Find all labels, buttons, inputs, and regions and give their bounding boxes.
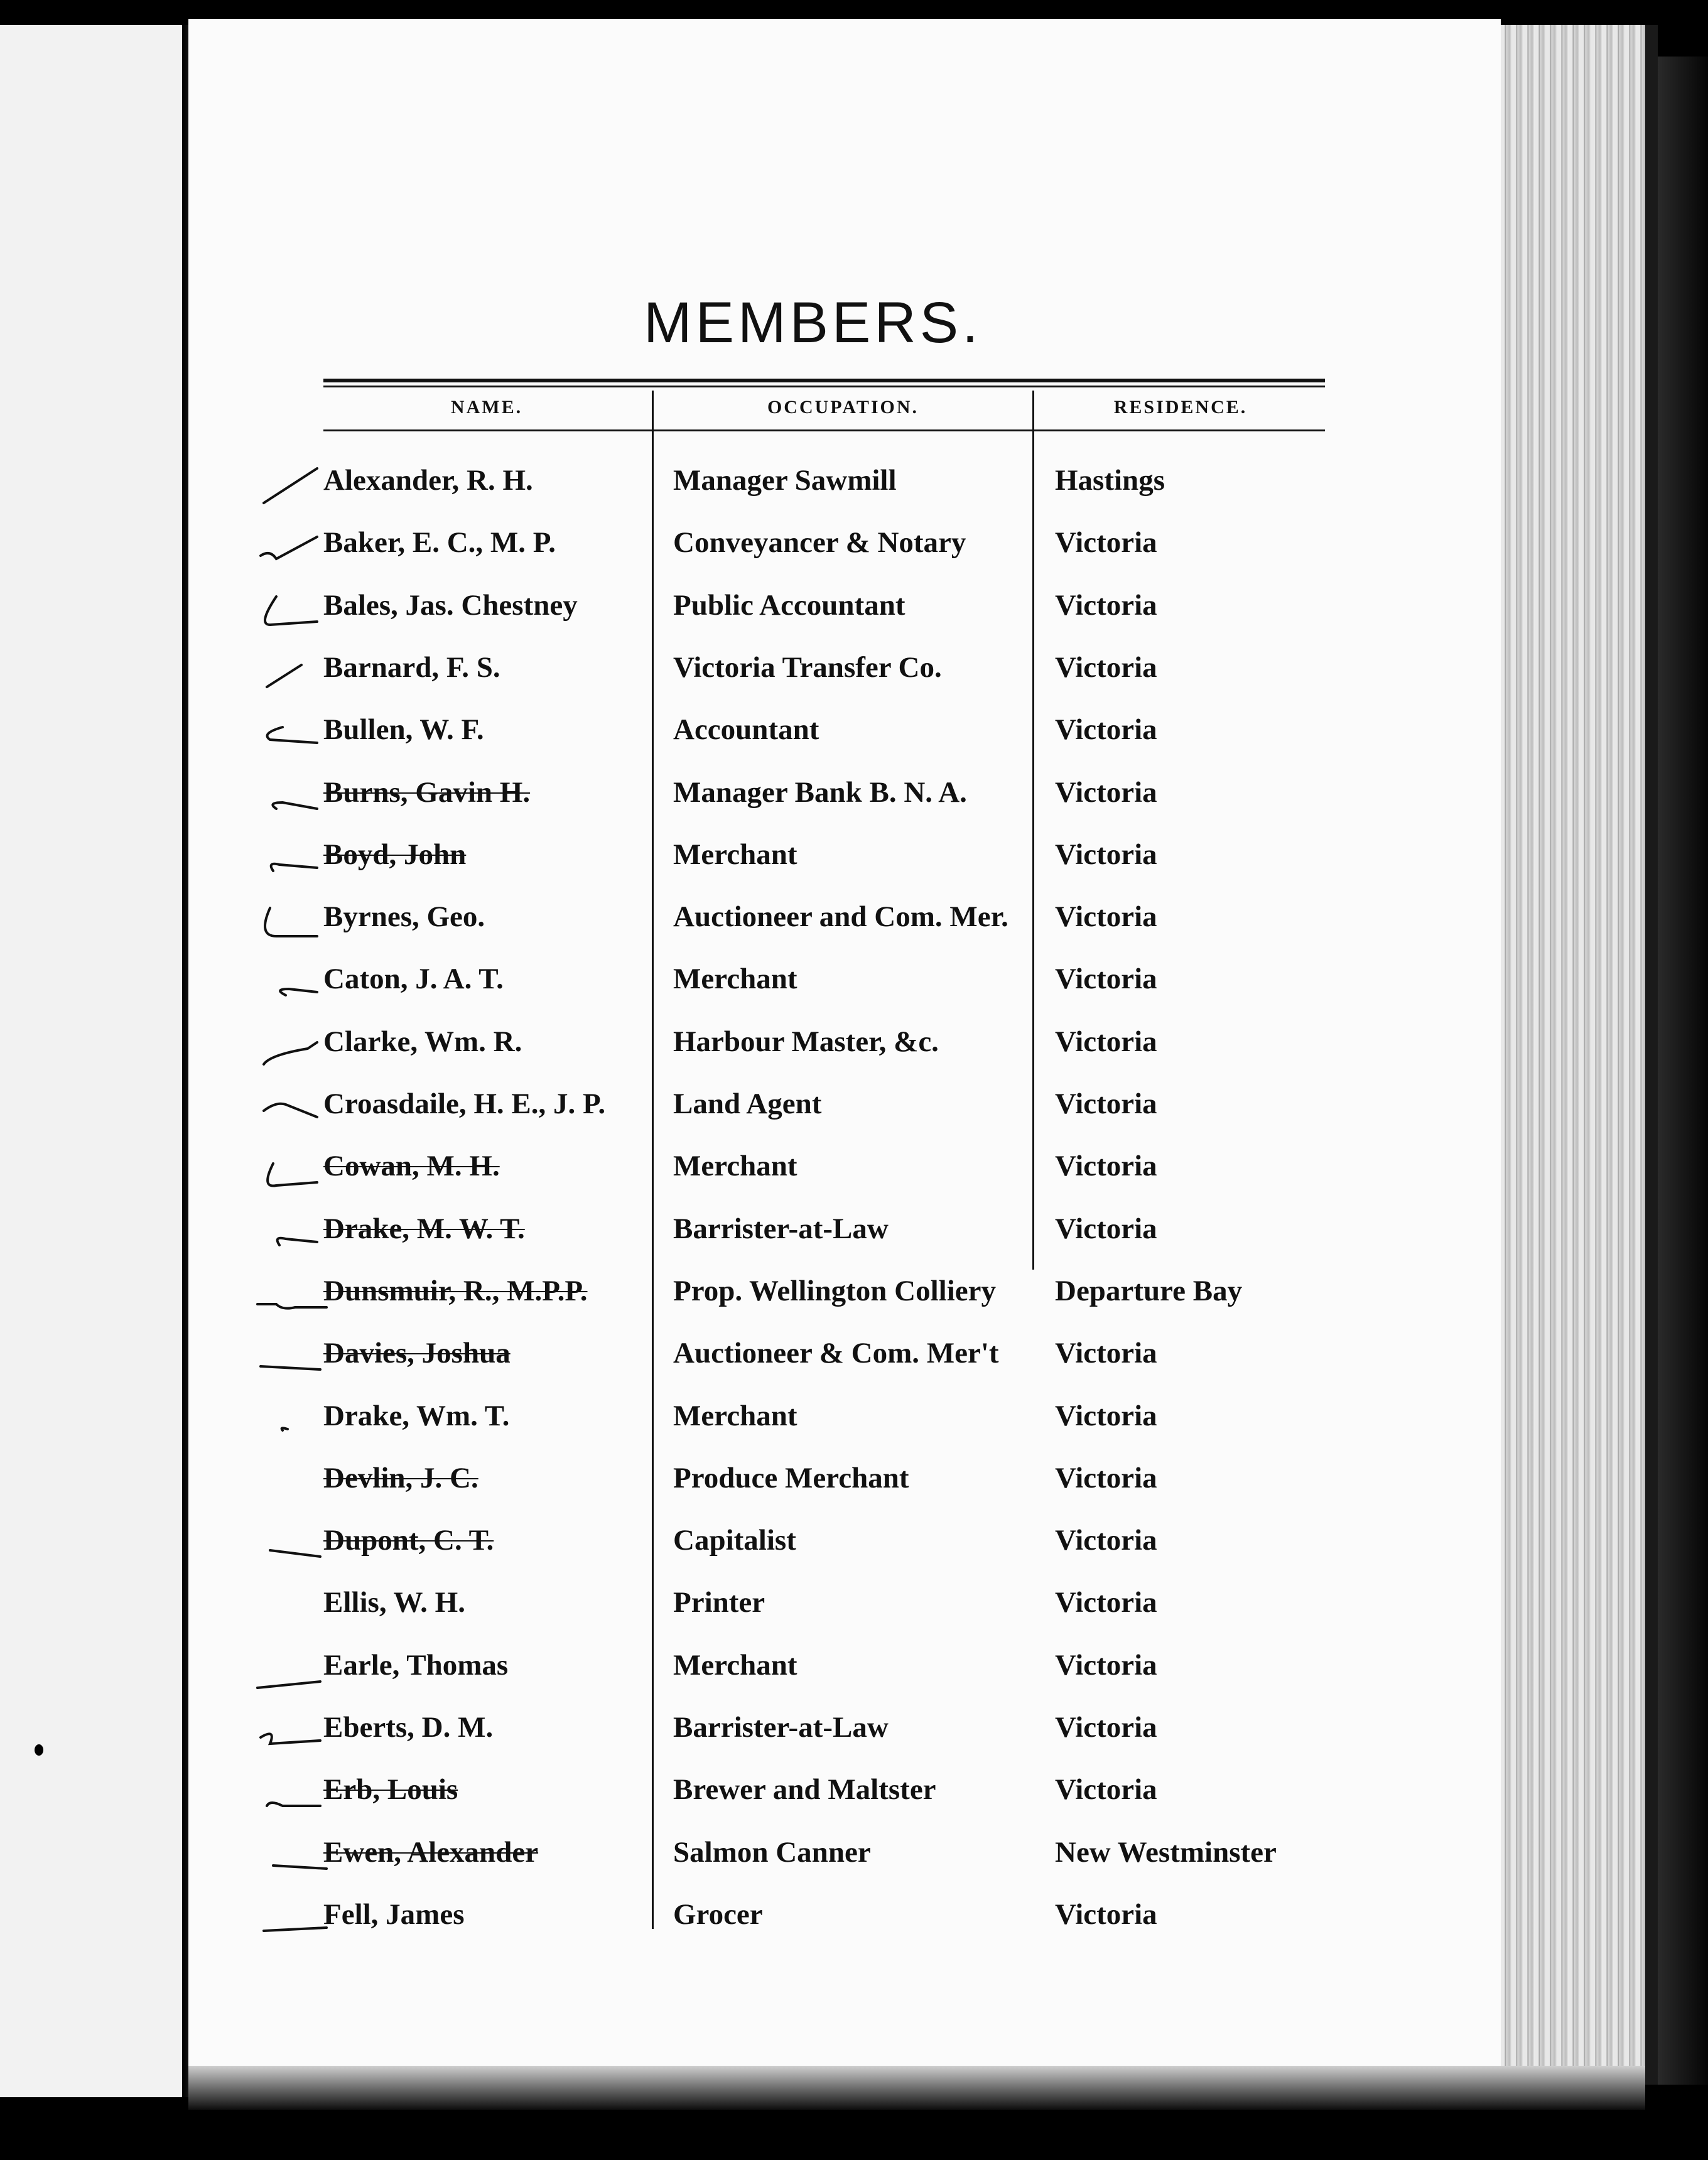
table-row (0, 775, 1501, 832)
handwritten-checkmark (257, 1715, 320, 1753)
handwritten-checkmark (257, 1528, 320, 1566)
table-row (0, 1585, 1501, 1642)
member-residence: Victoria (1055, 1524, 1157, 1557)
member-name: Drake, Wm. T. (323, 1399, 510, 1432)
member-name: Caton, J. A. T. (323, 963, 504, 996)
member-name: Devlin, J. C. (323, 1461, 478, 1494)
handwritten-checkmark (257, 1030, 320, 1067)
table-row (0, 526, 1501, 582)
table-row (0, 1835, 1501, 1892)
table-row (0, 1399, 1501, 1455)
handwritten-checkmark (257, 1217, 320, 1255)
table-row (0, 1523, 1501, 1580)
book-cover-edge (1658, 57, 1708, 2085)
member-name: Fell, James (323, 1898, 465, 1931)
page-stack-edges (1501, 25, 1658, 2085)
handwritten-checkmark (257, 905, 320, 942)
table-row (0, 1648, 1501, 1705)
member-occupation: Merchant (673, 1648, 797, 1682)
member-residence: Victoria (1055, 963, 1157, 996)
member-occupation: Grocer (673, 1898, 763, 1931)
member-name: Baker, E. C., M. P. (323, 526, 556, 559)
member-occupation: Conveyancer & Notary (673, 526, 966, 559)
member-occupation: Merchant (673, 963, 797, 996)
member-occupation: Manager Sawmill (673, 464, 897, 497)
table-row (0, 838, 1501, 894)
handwritten-checkmark (257, 1778, 320, 1815)
member-name: Boyd, John (323, 838, 467, 871)
member-occupation: Capitalist (673, 1524, 796, 1557)
handwritten-checkmark (257, 1653, 320, 1691)
member-occupation: Prop. Wellington Colliery (673, 1274, 996, 1307)
member-residence: Victoria (1055, 1399, 1157, 1432)
handwritten-checkmark (257, 1092, 320, 1130)
member-occupation: Barrister-at-Law (673, 1212, 889, 1245)
handwritten-checkmark (257, 1840, 320, 1878)
member-name: Burns, Gavin H. (323, 775, 531, 809)
member-residence: Victoria (1055, 1898, 1157, 1931)
column-header-occupation: OCCUPATION. (767, 397, 919, 418)
member-occupation: Land Agent (673, 1088, 822, 1120)
table-row (0, 1710, 1501, 1767)
member-name: Davies, Joshua (323, 1337, 511, 1370)
member-occupation: Barrister-at-Law (673, 1711, 889, 1744)
member-occupation: Auctioneer & Com. Mer't (673, 1337, 999, 1370)
column-header-residence: RESIDENCE. (1113, 397, 1248, 418)
handwritten-checkmark (257, 593, 320, 631)
table-row (0, 1087, 1501, 1143)
member-residence: Victoria (1055, 1586, 1157, 1619)
table-row (0, 713, 1501, 769)
member-residence: Victoria (1055, 1150, 1157, 1183)
member-name: Ellis, W. H. (323, 1586, 465, 1619)
member-name: Barnard, F. S. (323, 651, 500, 684)
member-residence: Victoria (1055, 1648, 1157, 1682)
handwritten-checkmark (257, 843, 320, 880)
member-name: Bullen, W. F. (323, 713, 484, 747)
header-rule-thin (323, 386, 1325, 387)
member-residence: Victoria (1055, 588, 1157, 622)
handwritten-checkmark (257, 531, 320, 568)
member-name: Dunsmuir, R., M.P.P. (323, 1274, 588, 1307)
table-row (0, 1336, 1501, 1393)
member-residence: Victoria (1055, 1337, 1157, 1370)
handwritten-checkmark (257, 1279, 320, 1317)
table-row (0, 1898, 1501, 1954)
table-row (0, 588, 1501, 645)
table-row (0, 1025, 1501, 1081)
member-residence: Victoria (1055, 900, 1157, 934)
handwritten-checkmark (257, 780, 320, 818)
table-row (0, 1274, 1501, 1331)
member-name: Alexander, R. H. (323, 464, 533, 497)
member-residence: Victoria (1055, 1711, 1157, 1744)
table-row (0, 463, 1501, 520)
member-occupation: Victoria Transfer Co. (673, 651, 942, 684)
handwritten-checkmark (257, 718, 320, 755)
member-name: Erb, Louis (323, 1773, 458, 1806)
table-row (0, 1773, 1501, 1829)
member-name: Earle, Thomas (323, 1648, 509, 1682)
member-residence: New Westminster (1055, 1835, 1277, 1869)
member-residence: Hastings (1055, 464, 1165, 497)
member-name: Bales, Jas. Chestney (323, 588, 578, 622)
member-residence: Victoria (1055, 713, 1157, 747)
member-name: Dupont, C. T. (323, 1524, 494, 1557)
member-occupation: Merchant (673, 1150, 797, 1183)
member-residence: Victoria (1055, 775, 1157, 809)
member-residence: Victoria (1055, 526, 1157, 559)
column-header-rule (323, 429, 1325, 431)
member-residence: Victoria (1055, 838, 1157, 871)
member-name: Byrnes, Geo. (323, 900, 485, 934)
table-row (0, 1461, 1501, 1518)
member-occupation: Brewer and Maltster (673, 1773, 936, 1806)
member-residence: Victoria (1055, 1088, 1157, 1120)
handwritten-checkmark (257, 1154, 320, 1192)
member-residence: Victoria (1055, 1773, 1157, 1806)
member-name: Croasdaile, H. E., J. P. (323, 1088, 606, 1120)
table-row (0, 1149, 1501, 1206)
member-residence: Victoria (1055, 1025, 1157, 1058)
table-row (0, 651, 1501, 707)
member-occupation: Merchant (673, 1399, 797, 1432)
handwritten-checkmark (257, 468, 320, 506)
handwritten-checkmark (257, 656, 320, 693)
member-occupation: Harbour Master, &c. (673, 1025, 939, 1058)
handwritten-checkmark (257, 967, 320, 1005)
member-occupation: Salmon Canner (673, 1835, 871, 1869)
member-name: Clarke, Wm. R. (323, 1025, 522, 1058)
handwritten-checkmark (257, 1903, 320, 1940)
member-occupation: Accountant (673, 713, 819, 747)
table-row (0, 900, 1501, 956)
page-bottom-shadow (188, 2066, 1645, 2110)
member-occupation: Produce Merchant (673, 1461, 909, 1494)
member-name: Cowan, M. H. (323, 1150, 500, 1183)
member-occupation: Printer (673, 1586, 765, 1619)
member-residence: Victoria (1055, 651, 1157, 684)
column-header-name: NAME. (450, 397, 523, 418)
member-occupation: Merchant (673, 838, 797, 871)
member-residence: Victoria (1055, 1212, 1157, 1245)
member-residence: Victoria (1055, 1461, 1157, 1494)
table-row (0, 1212, 1501, 1268)
member-occupation: Manager Bank B. N. A. (673, 775, 967, 809)
handwritten-checkmark (257, 1404, 320, 1442)
member-occupation: Public Accountant (673, 588, 905, 622)
member-occupation: Auctioneer and Com. Mer. (673, 900, 1008, 934)
header-rule-thick (323, 379, 1325, 382)
handwritten-checkmark (257, 1341, 320, 1379)
page-title: MEMBERS. (644, 291, 982, 355)
member-name: Eberts, D. M. (323, 1711, 494, 1744)
member-residence: Departure Bay (1055, 1274, 1243, 1307)
member-name: Ewen, Alexander (323, 1835, 539, 1869)
member-name: Drake, M. W. T. (323, 1212, 525, 1245)
table-row (0, 962, 1501, 1018)
